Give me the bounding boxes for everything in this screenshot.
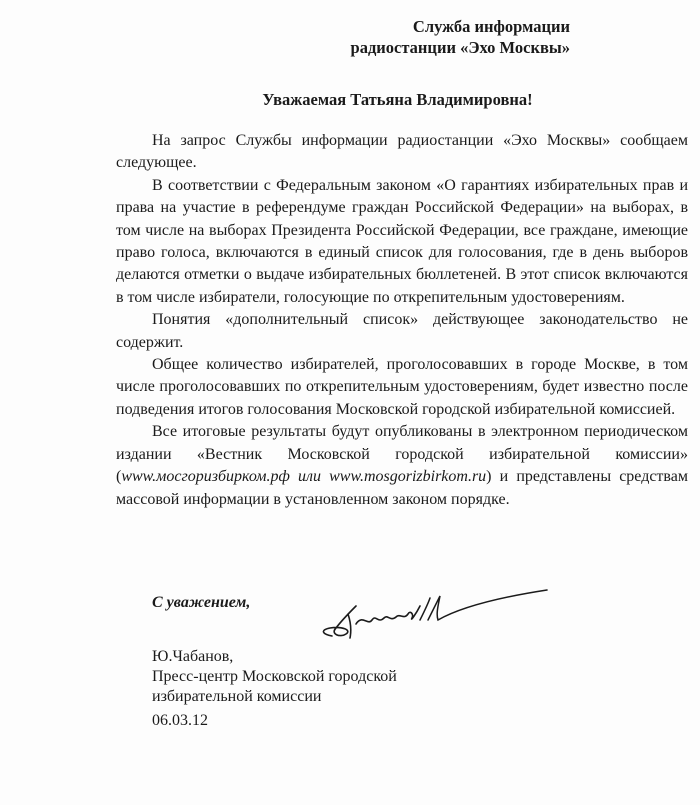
letter-date: 06.03.12: [152, 712, 208, 729]
salutation: Уважаемая Татьяна Владимировна!: [262, 90, 533, 109]
paragraph-law: В соответствии с Федеральным законом «О гарантиях избирательных прав и права на участие в референдуме граждан Российской Федерации» на выборах, в том числе на выборах Президента Российской Федерации, все граждане, имеющие право голоса, включаются в единый список для голосования, где в день выборов делаются отметки о выдаче избирательных бюллетеней. В этот список включаются в том числе избиратели, голосующие по открепительным удостоверениям.: [116, 176, 688, 306]
paragraph-request: На запрос Службы информации радиостанции «Эхо Москвы» сообщаем следующее.: [116, 132, 688, 172]
paragraph-voter-count: Общее количество избирателей, проголосовавших в городе Москве, в том числе проголосовавших по открепительным удостоверениям, будет известно после подведения итогов голосования Московской городской избирательной комиссией.: [116, 356, 688, 418]
signer-position-line-1: Пресс-центр Московской городской: [152, 668, 397, 685]
addressee-block: [351, 16, 570, 58]
paragraph-additional-list: Понятия «дополнительный список» действующее законодательство не содержит.: [116, 311, 688, 351]
signer-block: [152, 647, 397, 707]
addressee-line-1: Служба информации: [412, 17, 570, 36]
letter-body: [116, 130, 688, 511]
link-mosgorizbirkom-ru[interactable]: www.mosgorizbirkom.ru: [329, 468, 487, 486]
publication-text-or: или: [289, 468, 330, 486]
publication-text-end: ) и представлены средствам массовой информации в установленном законом порядке.: [116, 468, 688, 508]
addressee-line-2: радиостанции «Эхо Москвы»: [350, 38, 570, 57]
publication-text-start: Все итоговые результаты будут опубликованы в электронном периодическом издании «Вестник Московской городской избирательной комиссии» (: [116, 423, 688, 486]
handwritten-signature: [312, 584, 562, 646]
signer-name: Ю.Чабанов,: [152, 648, 234, 665]
paragraph-publication: [116, 421, 688, 511]
closing: С уважением,: [152, 594, 251, 611]
signer-position-line-2: избирательной комиссии: [152, 688, 322, 705]
link-mosgorizbirkom-rf[interactable]: www.мосгоризбирком.рф: [121, 468, 290, 486]
